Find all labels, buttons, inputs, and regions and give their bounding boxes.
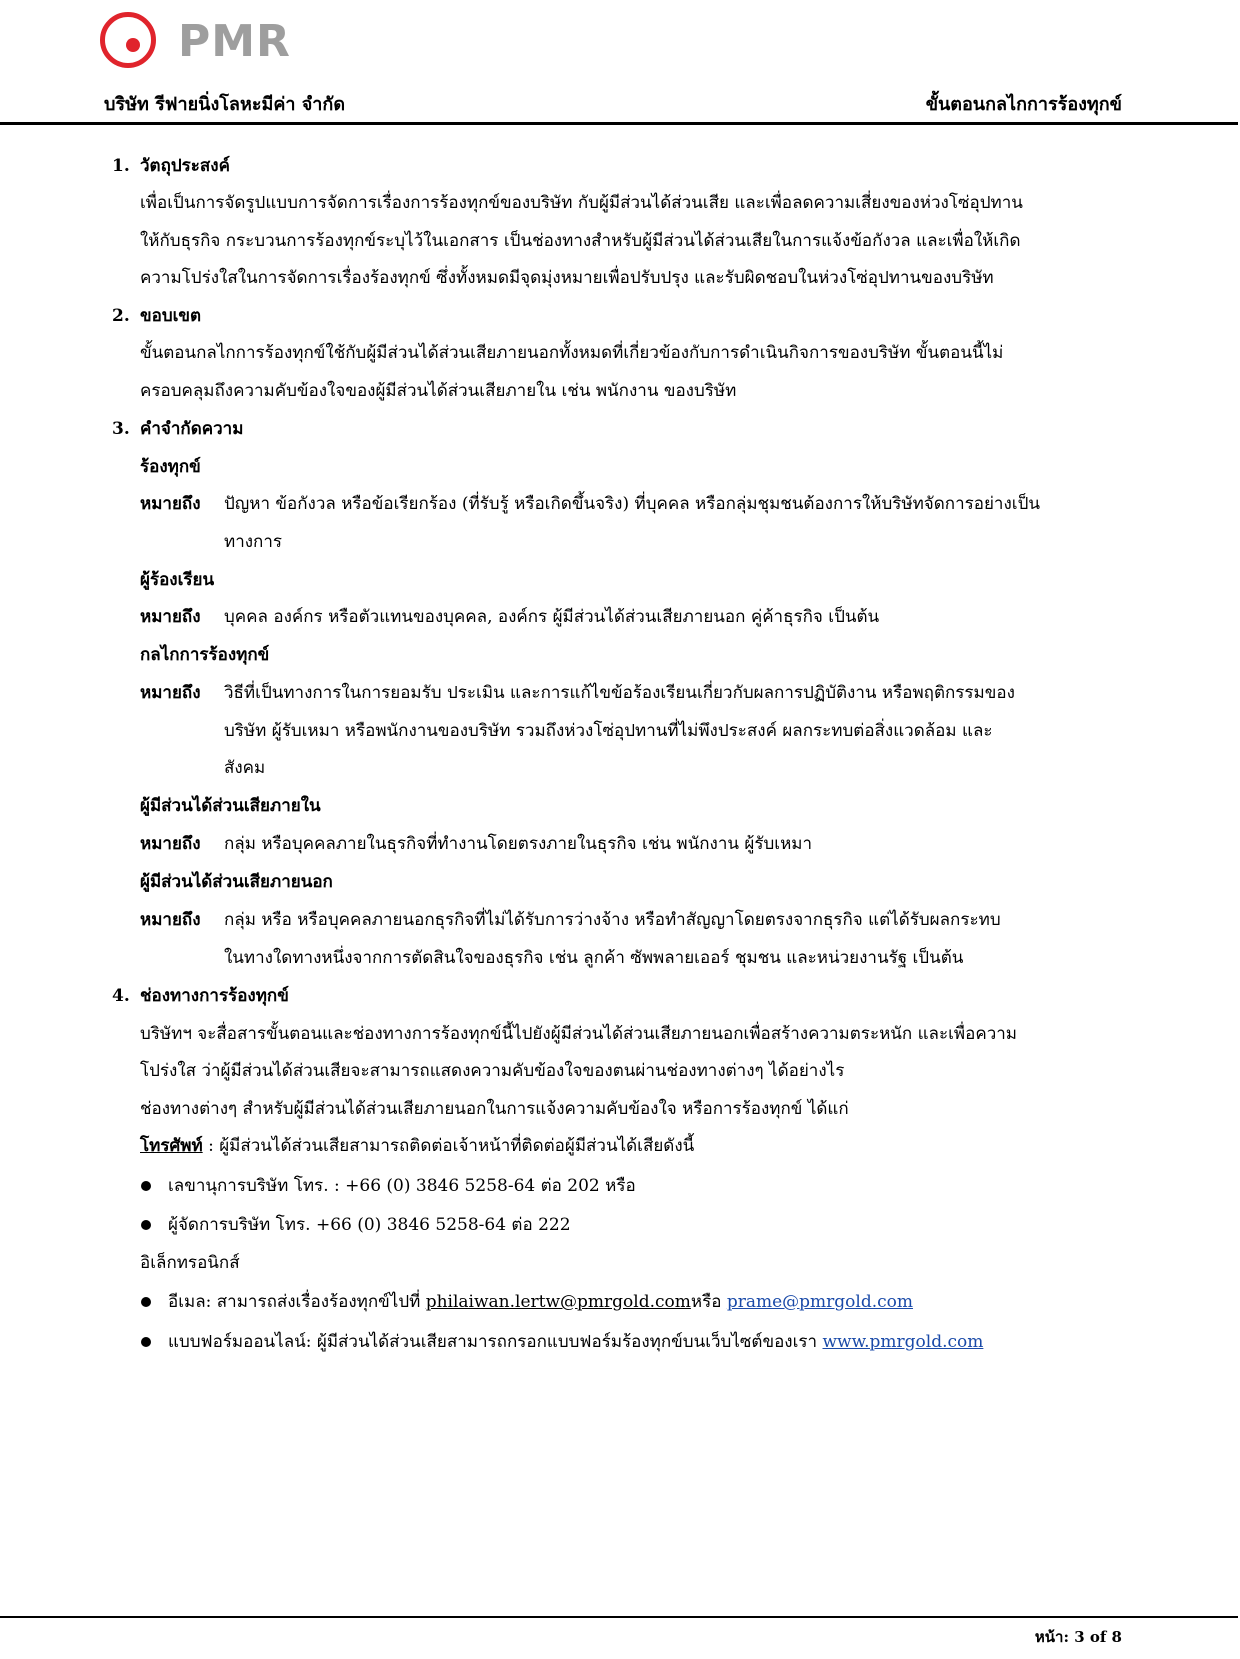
- means-label: หมายถึง: [140, 683, 201, 703]
- bullet-icon: [141, 1181, 151, 1191]
- section-4-number: 4.: [112, 986, 130, 1006]
- term-external-stakeholder: ผู้มีส่วนได้ส่วนเสียภายนอก: [140, 872, 333, 892]
- website-link[interactable]: www.pmrgold.com: [822, 1332, 984, 1352]
- section-3-number: 3.: [112, 419, 130, 439]
- section-3-title: คำจำกัดความ: [140, 419, 244, 439]
- section-4-line-1: บริษัทฯ จะสื่อสารขั้นตอนและช่องทางการร้องทุกข์นี้ไปยังผู้มีส่วนได้ส่วนเสียภายนอกเพื่อสร้างความตระหนัก และเพื่อความ: [140, 1024, 1017, 1044]
- definition-complainant-line-1: บุคคล องค์กร หรือตัวแทนของบุคคล, องค์กร ผู้มีส่วนได้ส่วนเสียภายนอก คู่ค้าธุรกิจ เป็นต้น: [224, 607, 880, 627]
- logo-circle-icon: [100, 12, 156, 68]
- means-label: หมายถึง: [140, 910, 201, 930]
- definition-grievance-line-1: ปัญหา ข้อกังวล หรือข้อเรียกร้อง (ที่รับรู้ หรือเกิดขึ้นจริง) ที่บุคคล หรือกลุ่มชุมชนต้องการให้บริษัทจัดการอย่างเป็น: [224, 494, 1040, 514]
- definition-external-line-2: ในทางใดทางหนึ่งจากการตัดสินใจของธุรกิจ เช่น ลูกค้า ซัพพลายเออร์ ชุมชน และหน่วยงานรัฐ เป็นต้น: [224, 948, 964, 968]
- definition-grievance-line-2: ทางการ: [224, 532, 283, 552]
- definition-mechanism-line-3: สังคม: [224, 758, 266, 778]
- section-2-line-2: ครอบคลุมถึงความคับข้องใจของผู้มีส่วนได้ส่วนเสียภายใน เช่น พนักงาน ของบริษัท: [140, 381, 737, 401]
- header-divider: [0, 122, 1238, 125]
- section-1-line-1: เพื่อเป็นการจัดรูปแบบการจัดการเรื่องการร้องทุกข์ของบริษัท กับผู้มีส่วนได้ส่วนเสีย และเพื่อลดความเสี่ยงของห่วงโซ่อุปทาน: [140, 193, 1023, 213]
- company-name: บริษัท รีฟายนิ่งโลหะมีค่า จำกัด: [104, 94, 346, 115]
- online-form-channel: [168, 1330, 983, 1354]
- electronic-label: อิเล็กทรอนิกส์: [140, 1253, 240, 1273]
- email-prefix: อีเมล: สามารถส่งเรื่องร้องทุกข์ไปที่: [168, 1292, 426, 1312]
- bullet-icon: [141, 1297, 151, 1307]
- phone-text: : ผู้มีส่วนได้ส่วนเสียสามารถติดต่อเจ้าหน้าที่ติดต่อผู้มีส่วนได้เสียดังนี้: [208, 1136, 695, 1156]
- term-grievance-mechanism: กลไกการร้องทุกข์: [140, 645, 270, 665]
- section-1-line-3: ความโปร่งใสในการจัดการเรื่องร้องทุกข์ ซึ่งทั้งหมดมีจุดมุ่งหมายเพื่อปรับปรุง และรับผิดชอบในห่วงโซ่อุปทานของบริษัท: [140, 268, 994, 288]
- bullet-icon: [141, 1220, 151, 1230]
- term-complainant: ผู้ร้องเรียน: [140, 570, 215, 590]
- document-title: ขั้นตอนกลไกการร้องทุกข์: [925, 94, 1122, 115]
- section-2-number: 2.: [112, 306, 130, 326]
- definition-mechanism-line-1: วิธีที่เป็นทางการในการยอมรับ ประเมิน และการแก้ไขข้อร้องเรียนเกี่ยวกับผลการปฏิบัติงาน หรือพฤติกรรมของ: [224, 683, 1015, 703]
- email-link-1[interactable]: philaiwan.lertw@pmrgold.com: [425, 1292, 691, 1312]
- definition-external-line-1: กลุ่ม หรือ หรือบุคคลภายนอกธุรกิจที่ไม่ได้รับการว่างจ้าง หรือทำสัญญาโดยตรงจากธุรกิจ แต่ได้รับผลกระทบ: [224, 910, 1001, 930]
- page-number: หน้า: 3 of 8: [1034, 1628, 1122, 1646]
- email-link-2[interactable]: prame@pmrgold.com: [726, 1292, 914, 1312]
- means-label: หมายถึง: [140, 494, 201, 514]
- phone-channel: [140, 1134, 694, 1158]
- bullet-icon: [141, 1337, 151, 1347]
- email-channel: [168, 1290, 913, 1314]
- section-2-title: ขอบเขต: [140, 306, 202, 326]
- form-prefix: แบบฟอร์มออนไลน์: ผู้มีส่วนได้ส่วนเสียสามารถกรอกแบบฟอร์มร้องทุกข์บนเว็บไซต์ของเรา: [168, 1332, 823, 1352]
- phone-item-secretary: เลขานุการบริษัท โทร. : +66 (0) 3846 5258-64 ต่อ 202 หรือ: [168, 1176, 636, 1196]
- term-grievance: ร้องทุกข์: [140, 457, 201, 477]
- definition-mechanism-line-2: บริษัท ผู้รับเหมา หรือพนักงานของบริษัท รวมถึงห่วงโซ่อุปทานที่ไม่พึงประสงค์ ผลกระทบต่อสิ่งแวดล้อม และ: [224, 721, 993, 741]
- section-1-line-2: ให้กับธุรกิจ กระบวนการร้องทุกข์ระบุไว้ในเอกสาร เป็นช่องทางสำหรับผู้มีส่วนได้ส่วนเสียในการแจ้งข้อกังวล และเพื่อให้เกิด: [140, 231, 1021, 251]
- definition-internal-line-1: กลุ่ม หรือบุคคลภายในธุรกิจที่ทำงานโดยตรงภายในธุรกิจ เช่น พนักงาน ผู้รับเหมา: [224, 834, 813, 854]
- means-label: หมายถึง: [140, 607, 201, 627]
- section-4-line-2: โปร่งใส ว่าผู้มีส่วนได้ส่วนเสียจะสามารถแสดงความคับข้องใจของตนผ่านช่องทางต่างๆ ได้อย่างไร: [140, 1061, 845, 1081]
- phone-item-manager: ผู้จัดการบริษัท โทร. +66 (0) 3846 5258-64 ต่อ 222: [168, 1215, 571, 1235]
- section-4-title: ช่องทางการร้องทุกข์: [140, 986, 289, 1006]
- email-separator: หรือ: [690, 1292, 727, 1312]
- section-1-number: 1.: [112, 156, 130, 176]
- section-4-line-3: ช่องทางต่างๆ สำหรับผู้มีส่วนได้ส่วนเสียภายนอกในการแจ้งความคับข้องใจ หรือการร้องทุกข์ ได้แก่: [140, 1099, 849, 1119]
- logo-text: PMR: [178, 16, 291, 67]
- phone-label: โทรศัพท์: [140, 1136, 203, 1156]
- section-2-line-1: ขั้นตอนกลไกการร้องทุกข์ใช้กับผู้มีส่วนได้ส่วนเสียภายนอกทั้งหมดที่เกี่ยวข้องกับการดำเนินกิจการของบริษัท ขั้นตอนนี้ไม่: [140, 343, 1004, 363]
- company-logo: [100, 12, 400, 80]
- term-internal-stakeholder: ผู้มีส่วนได้ส่วนเสียภายใน: [140, 796, 321, 816]
- means-label: หมายถึง: [140, 834, 201, 854]
- footer-divider: [0, 1616, 1238, 1618]
- logo-dot: [126, 38, 140, 52]
- section-1-title: วัตถุประสงค์: [140, 156, 230, 176]
